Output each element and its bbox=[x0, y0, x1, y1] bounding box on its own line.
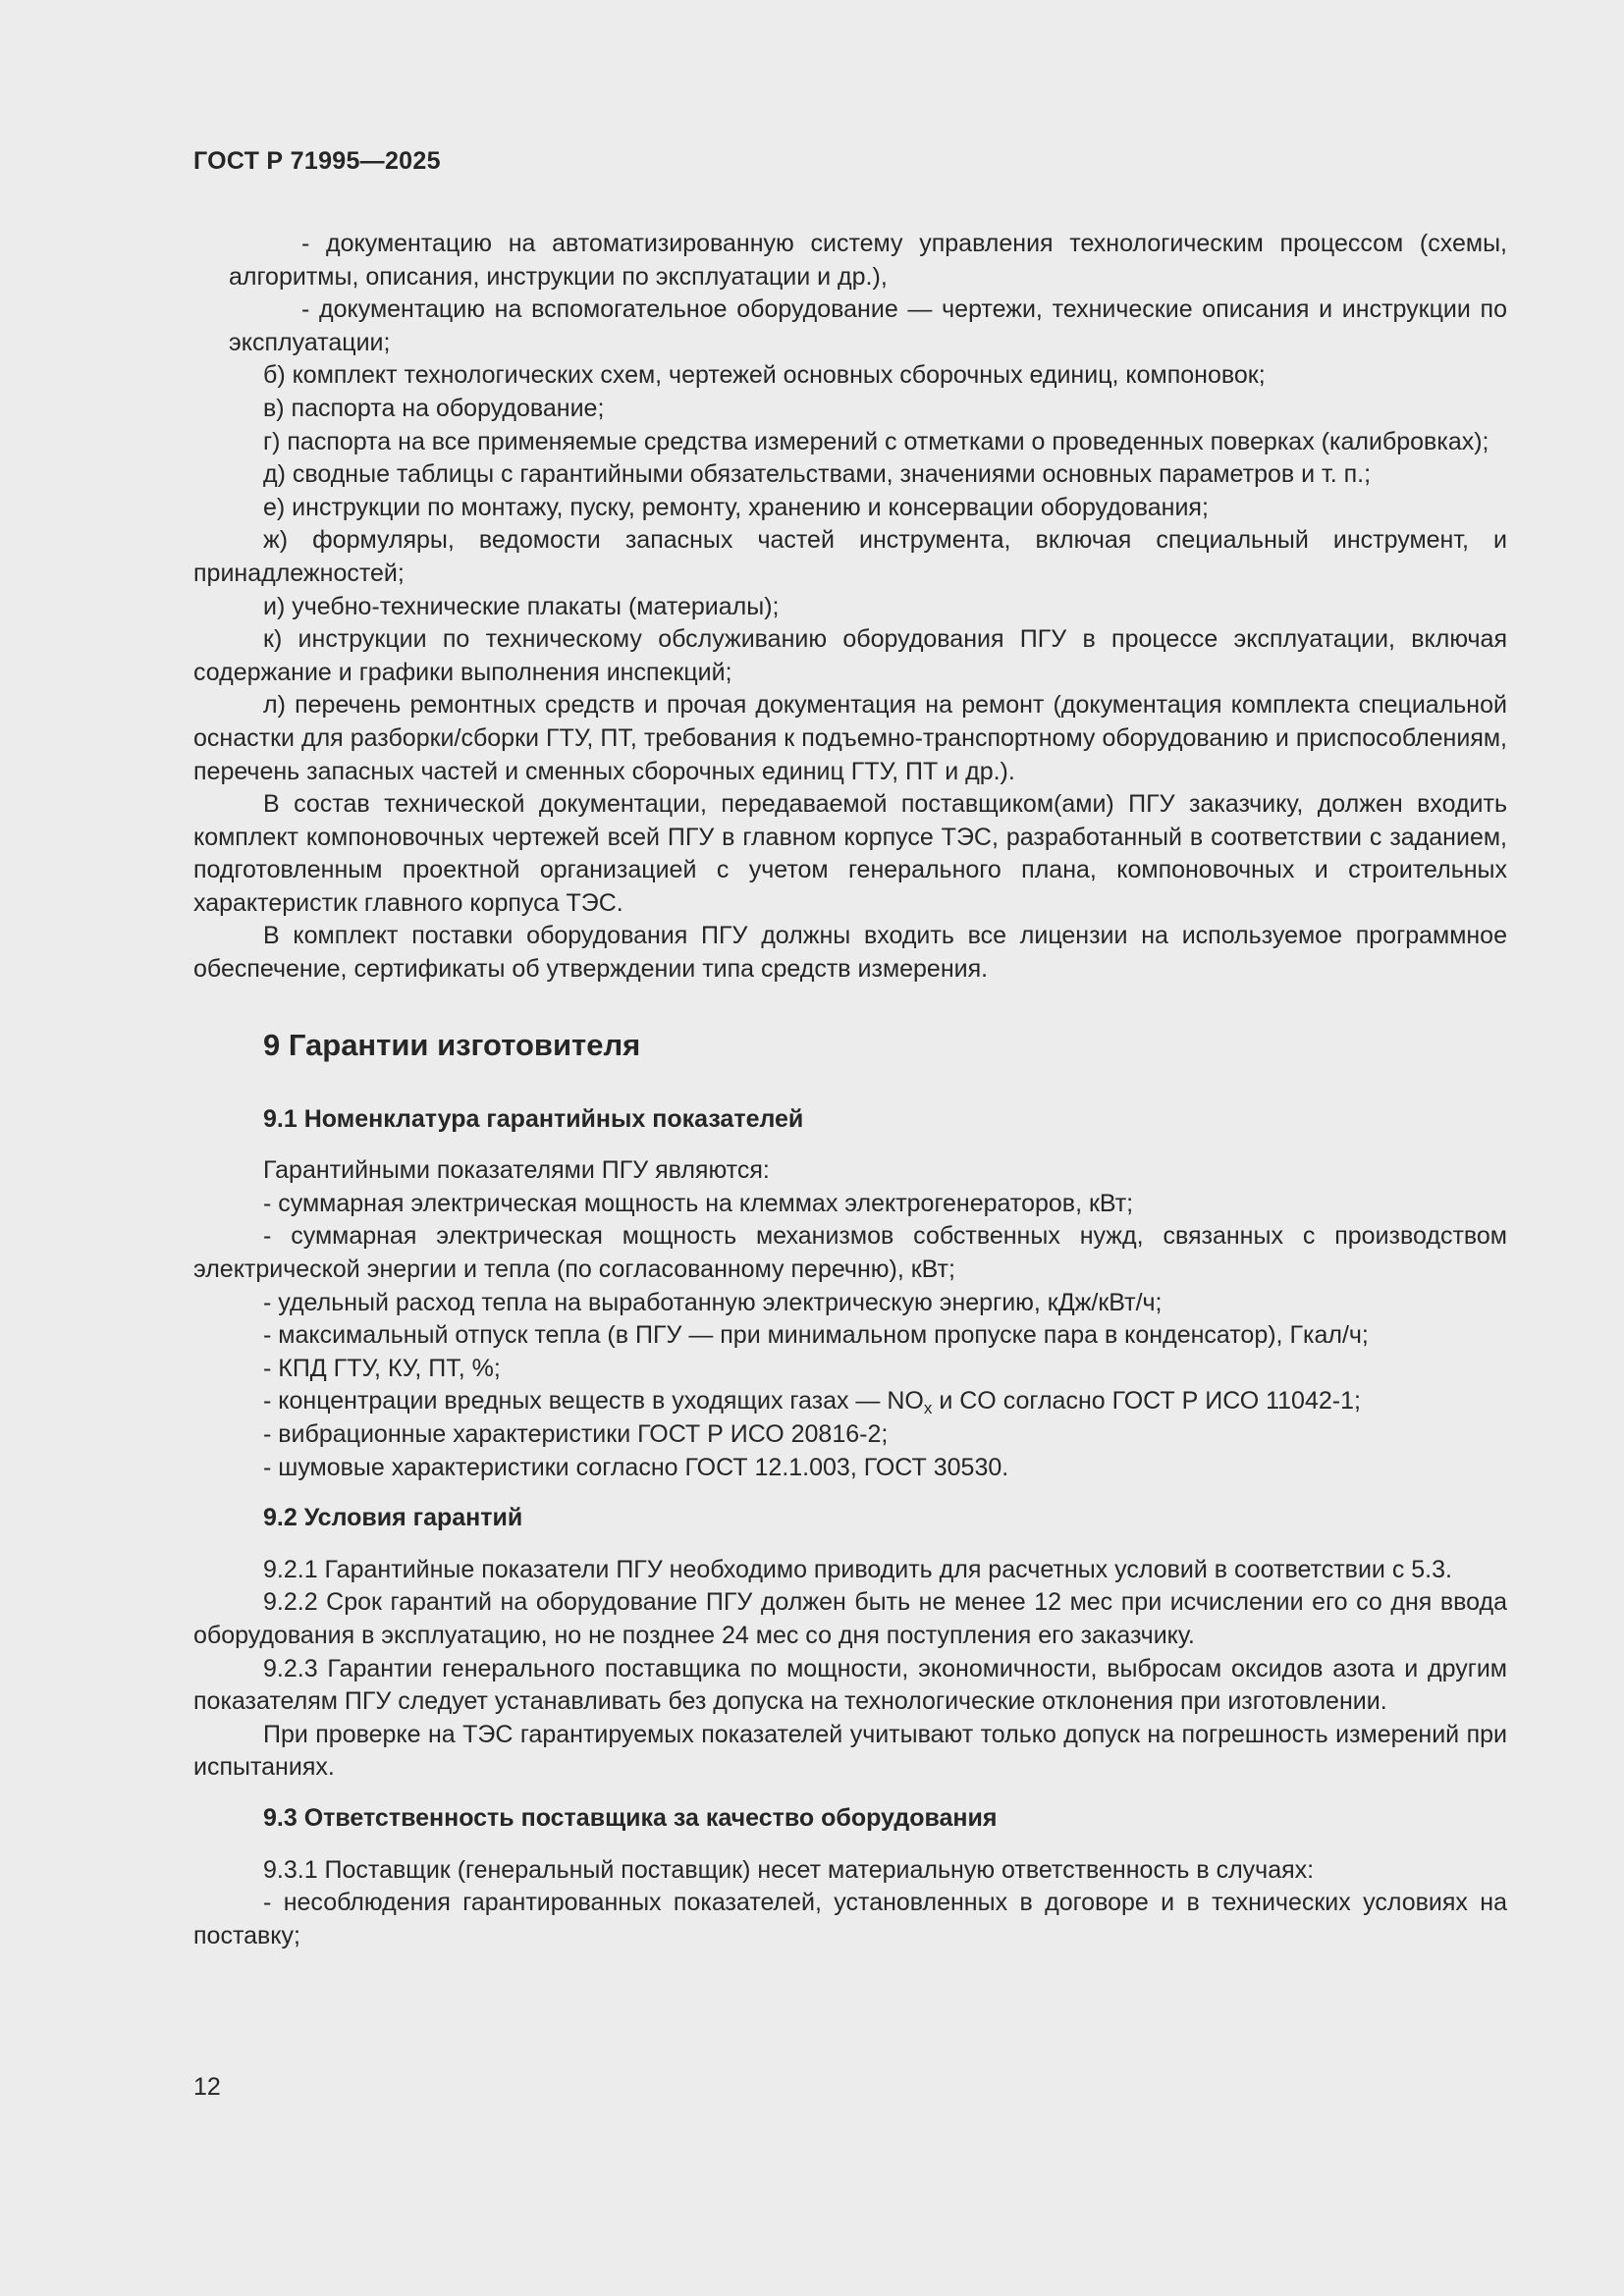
list-item-k: к) инструкции по техническому обслуживанию оборудования ПГУ в процессе эксплуатации, включая содержание и графики выполнения инспекций; bbox=[193, 625, 1507, 686]
list-item-9-1: - КПД ГТУ, КУ, ПТ, %; bbox=[263, 1354, 501, 1382]
subsection-title-9-2: 9.2 Условия гарантий bbox=[263, 1504, 523, 1532]
list-item-d: д) сводные таблицы с гарантийными обязательствами, значениями основных параметров и т. п.; bbox=[263, 460, 1372, 489]
subsection-title-9-1: 9.1 Номенклатура гарантийных показателей bbox=[263, 1104, 804, 1133]
paragraph-9-2-2: 9.2.2 Срок гарантий на оборудование ПГУ должен быть не менее 12 мес при исчислении его со дня ввода оборудования в эксплуатацию, но не позднее 24 мес со дня поступления его заказчику. bbox=[193, 1588, 1507, 1649]
list-item-e: е) инструкции по монтажу, пуску, ремонту, хранению и консервации оборудования; bbox=[263, 493, 1209, 521]
list-item-b: б) комплект технологических схем, чертежей основных сборочных единиц, компоновок; bbox=[263, 361, 1266, 390]
paragraph-layout-drawings: В состав технической документации, передаваемой поставщиком(ами) ПГУ заказчику, должен входить комплект компоновочных чертежей всей ПГУ в главном корпусе ТЭС, разработанный в соответствии с заданием, подготовленным проектной организацией с учетом генерального плана, компоновочных и строительных характеристик главного корпуса ТЭС. bbox=[193, 790, 1507, 917]
paragraph-9-3-1: 9.3.1 Поставщик (генеральный поставщик) несет материальную ответственность в случаях: bbox=[263, 1855, 1315, 1884]
nox-subscript: x bbox=[923, 1399, 933, 1418]
nox-text-before: - концентрации вредных веществ в уходящих газах — NO bbox=[263, 1387, 924, 1415]
page-number: 12 bbox=[193, 2073, 221, 2101]
list-item-9-1: - суммарная электрическая мощность на клеммах электрогенераторов, кВт; bbox=[263, 1189, 1134, 1217]
paragraph-9-2-3: 9.2.3 Гарантии генерального поставщика по мощности, экономичности, выбросам оксидов азота и другим показателям ПГУ следует устанавливать без допуска на технологические отклонения при изготовлении. bbox=[193, 1654, 1507, 1716]
list-item-acs-docs: - документацию на автоматизированную систему управления технологическим процессом (схемы, алгоритмы, описания, инструкции по эксплуатации и др.), bbox=[229, 230, 1507, 291]
paragraph-licenses: В комплект поставки оборудования ПГУ должны входить все лицензии на используемое программное обеспечение, сертификаты об утверждении типа средств измерения. bbox=[193, 922, 1507, 984]
paragraph-9-2-1: 9.2.1 Гарантийные показатели ПГУ необходимо приводить для расчетных условий в соответствии с 5.3. bbox=[263, 1555, 1452, 1583]
page-content bbox=[193, 228, 1507, 1952]
paragraph-9-2-tolerance: При проверке на ТЭС гарантируемых показателей учитывают только допуск на погрешность измерений при испытаниях. bbox=[193, 1720, 1507, 1782]
subsection-title-9-3: 9.3 Ответственность поставщика за качество оборудования bbox=[263, 1803, 998, 1832]
document-header: ГОСТ Р 71995—2025 bbox=[193, 147, 441, 175]
list-item-i: и) учебно-технические плакаты (материалы); bbox=[263, 592, 780, 620]
paragraph-9-1-intro: Гарантийными показателями ПГУ являются: bbox=[263, 1156, 770, 1185]
list-item-aux-docs: - документацию на вспомогательное оборудование — чертежи, технические описания и инструкции по эксплуатации; bbox=[229, 295, 1507, 356]
list-item-9-1: - максимальный отпуск тепла (в ПГУ — при минимальном пропуске пара в конденсатор), Гкал/ч; bbox=[263, 1321, 1369, 1350]
nox-text-after: и CO согласно ГОСТ Р ИСО 11042-1; bbox=[932, 1387, 1361, 1415]
list-item-l: л) перечень ремонтных средств и прочая документация на ремонт (документация комплекта специальной оснастки для разборки/сборки ГТУ, ПТ, требования к подъемно-транспортному оборудованию и приспособлениям, перечень запасных частей и сменных сборочных единиц ГТУ, ПТ и др.). bbox=[193, 691, 1507, 785]
list-item-9-3: - несоблюдения гарантированных показателей, установленных в договоре и в технических условиях на поставку; bbox=[193, 1889, 1507, 1949]
list-item-v: в) паспорта на оборудование; bbox=[263, 394, 605, 422]
list-item-9-1: - вибрационные характеристики ГОСТ Р ИСО 20816-2; bbox=[263, 1420, 889, 1448]
list-item-g: г) паспорта на все применяемые средства измерений с отметками о проведенных поверках (калибровках); bbox=[263, 427, 1489, 455]
list-item-9-1-nox bbox=[193, 1385, 1507, 1418]
section-title-9: 9 Гарантии изготовителя bbox=[263, 1027, 641, 1062]
list-item-9-1: - суммарная электрическая мощность механизмов собственных нужд, связанных с производством электрической энергии и тепла (по согласованному перечню), кВт; bbox=[193, 1222, 1507, 1284]
list-item-zh: ж) формуляры, ведомости запасных частей инструмента, включая специальный инструмент, и принадлежностей; bbox=[193, 526, 1507, 587]
list-item-9-1: - шумовые характеристики согласно ГОСТ 12.1.003, ГОСТ 30530. bbox=[263, 1453, 1009, 1481]
list-item-9-1: - удельный расход тепла на выработанную электрическую энергию, кДж/кВт/ч; bbox=[263, 1288, 1163, 1316]
